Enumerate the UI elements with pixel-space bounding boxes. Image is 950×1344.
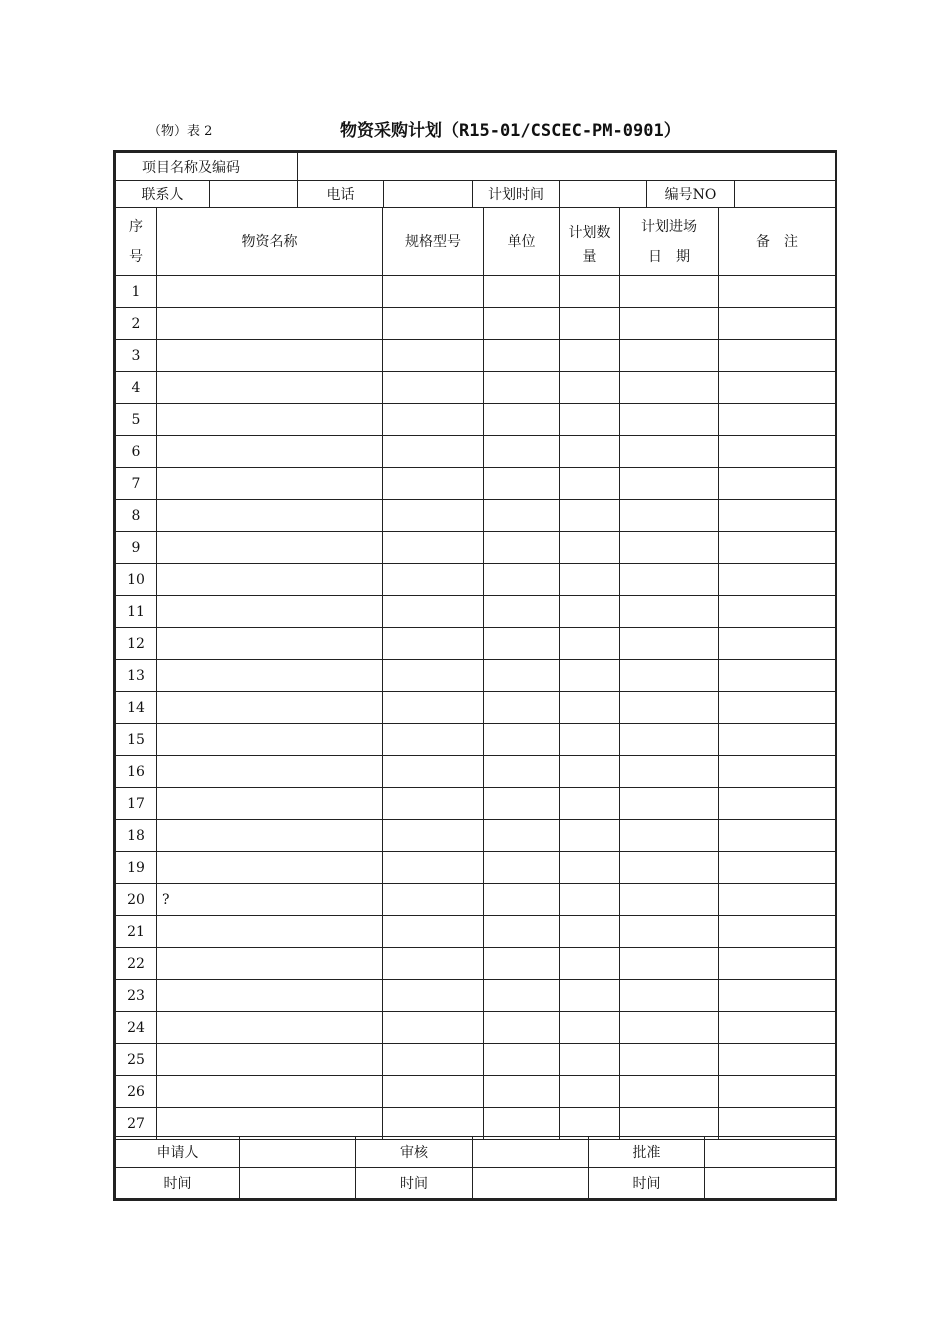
row-unit-cell[interactable] bbox=[484, 628, 560, 660]
row-date-cell[interactable] bbox=[620, 852, 719, 884]
row-spec-cell[interactable] bbox=[383, 1044, 484, 1076]
table-row bbox=[116, 532, 836, 564]
row-date-cell[interactable] bbox=[620, 724, 719, 756]
row-number: 7 bbox=[116, 468, 157, 500]
row-unit-cell[interactable] bbox=[484, 756, 560, 788]
row-spec-cell[interactable] bbox=[383, 276, 484, 308]
row-unit-cell[interactable] bbox=[484, 404, 560, 436]
row-unit-cell[interactable] bbox=[484, 692, 560, 724]
row-qty-cell[interactable] bbox=[560, 404, 620, 436]
row-qty-cell[interactable] bbox=[560, 788, 620, 820]
row-remark-cell[interactable] bbox=[719, 628, 836, 660]
row-date-cell[interactable] bbox=[620, 500, 719, 532]
review-time-field[interactable] bbox=[473, 1168, 589, 1199]
table-row bbox=[116, 308, 836, 340]
row-number: 5 bbox=[116, 404, 157, 436]
row-name-cell[interactable]: ? bbox=[157, 884, 383, 916]
row-spec-cell[interactable] bbox=[383, 692, 484, 724]
applicant-label: 申请人 bbox=[116, 1137, 240, 1168]
row-remark-cell[interactable] bbox=[719, 916, 836, 948]
row-date-cell[interactable] bbox=[620, 468, 719, 500]
row-qty-cell[interactable] bbox=[560, 820, 620, 852]
row-spec-cell[interactable] bbox=[383, 916, 484, 948]
row-number: 18 bbox=[116, 820, 157, 852]
col-seq-line1: 序 bbox=[129, 218, 143, 235]
row-qty-cell[interactable] bbox=[560, 308, 620, 340]
row-remark-cell[interactable] bbox=[719, 532, 836, 564]
row-name-cell[interactable] bbox=[157, 628, 383, 660]
row-date-cell[interactable] bbox=[620, 884, 719, 916]
row-unit-cell[interactable] bbox=[484, 980, 560, 1012]
row-remark-cell[interactable] bbox=[719, 788, 836, 820]
review-label: 审核 bbox=[356, 1137, 473, 1168]
row-name-cell[interactable] bbox=[157, 980, 383, 1012]
number-label: 编号NO bbox=[647, 181, 735, 208]
row-qty-cell[interactable] bbox=[560, 468, 620, 500]
project-label: 项目名称及编码 bbox=[116, 153, 298, 181]
row-unit-cell[interactable] bbox=[484, 340, 560, 372]
row-name-cell[interactable] bbox=[157, 916, 383, 948]
row-name-cell[interactable] bbox=[157, 596, 383, 628]
table-row bbox=[116, 500, 836, 532]
row-date-cell[interactable] bbox=[620, 980, 719, 1012]
row-date-cell[interactable] bbox=[620, 1076, 719, 1108]
row-number: 11 bbox=[116, 596, 157, 628]
row-remark-cell[interactable] bbox=[719, 500, 836, 532]
row-date-cell[interactable] bbox=[620, 308, 719, 340]
row-unit-cell[interactable] bbox=[484, 1044, 560, 1076]
row-name-cell[interactable] bbox=[157, 724, 383, 756]
row-remark-cell[interactable] bbox=[719, 820, 836, 852]
row-name-cell[interactable] bbox=[157, 660, 383, 692]
row-number: 1 bbox=[116, 276, 157, 308]
project-row bbox=[116, 153, 836, 181]
row-spec-cell[interactable] bbox=[383, 468, 484, 500]
applicant-field[interactable] bbox=[240, 1137, 356, 1168]
row-remark-cell[interactable] bbox=[719, 948, 836, 980]
row-number: 4 bbox=[116, 372, 157, 404]
applicant-time-field[interactable] bbox=[240, 1168, 356, 1199]
row-spec-cell[interactable] bbox=[383, 308, 484, 340]
row-qty-cell[interactable] bbox=[560, 1108, 620, 1140]
row-unit-cell[interactable] bbox=[484, 308, 560, 340]
row-spec-cell[interactable] bbox=[383, 1076, 484, 1108]
table-row bbox=[116, 756, 836, 788]
row-number: 27 bbox=[116, 1108, 157, 1140]
row-date-cell[interactable] bbox=[620, 564, 719, 596]
table-row bbox=[116, 372, 836, 404]
row-remark-cell[interactable] bbox=[719, 564, 836, 596]
row-spec-cell[interactable] bbox=[383, 852, 484, 884]
row-name-cell[interactable] bbox=[157, 756, 383, 788]
row-qty-cell[interactable] bbox=[560, 724, 620, 756]
table-row bbox=[116, 596, 836, 628]
row-remark-cell[interactable] bbox=[719, 1076, 836, 1108]
row-qty-cell[interactable] bbox=[560, 660, 620, 692]
table-row bbox=[116, 468, 836, 500]
contact-table bbox=[115, 180, 836, 208]
table-row bbox=[116, 884, 836, 916]
row-qty-cell[interactable] bbox=[560, 564, 620, 596]
signature-table bbox=[115, 1136, 836, 1199]
col-qty-line1: 计划数 bbox=[568, 224, 611, 241]
row-number: 13 bbox=[116, 660, 157, 692]
items-table bbox=[115, 207, 836, 1140]
signature-row bbox=[116, 1137, 836, 1168]
review-time-label: 时间 bbox=[356, 1168, 473, 1199]
table-row bbox=[116, 276, 836, 308]
page-title: 物资采购计划（R15-01/CSCEC-PM-0901） bbox=[340, 121, 681, 141]
row-number: 24 bbox=[116, 1012, 157, 1044]
project-field[interactable] bbox=[298, 153, 836, 181]
approve-time-label: 时间 bbox=[589, 1168, 705, 1199]
row-unit-cell[interactable] bbox=[484, 1012, 560, 1044]
row-date-cell[interactable] bbox=[620, 788, 719, 820]
row-qty-cell[interactable] bbox=[560, 372, 620, 404]
row-number: 15 bbox=[116, 724, 157, 756]
row-number: 6 bbox=[116, 436, 157, 468]
row-date-cell[interactable] bbox=[620, 756, 719, 788]
row-unit-cell[interactable] bbox=[484, 884, 560, 916]
row-number: 8 bbox=[116, 500, 157, 532]
row-unit-cell[interactable] bbox=[484, 916, 560, 948]
row-qty-cell[interactable] bbox=[560, 692, 620, 724]
row-remark-cell[interactable] bbox=[719, 404, 836, 436]
approve-label: 批准 bbox=[589, 1137, 705, 1168]
row-date-cell[interactable] bbox=[620, 660, 719, 692]
row-qty-cell[interactable] bbox=[560, 596, 620, 628]
row-unit-cell[interactable] bbox=[484, 468, 560, 500]
row-date-cell[interactable] bbox=[620, 948, 719, 980]
row-name-cell[interactable] bbox=[157, 404, 383, 436]
phone-label: 电话 bbox=[298, 181, 384, 208]
row-number: 22 bbox=[116, 948, 157, 980]
number-field[interactable] bbox=[735, 181, 836, 208]
row-remark-cell[interactable] bbox=[719, 724, 836, 756]
review-field[interactable] bbox=[473, 1137, 589, 1168]
table-row bbox=[116, 628, 836, 660]
row-date-cell[interactable] bbox=[620, 372, 719, 404]
row-remark-cell[interactable] bbox=[719, 596, 836, 628]
row-remark-cell[interactable] bbox=[719, 340, 836, 372]
time-row bbox=[116, 1168, 836, 1199]
row-spec-cell[interactable] bbox=[383, 884, 484, 916]
row-unit-cell[interactable] bbox=[484, 1108, 560, 1140]
row-remark-cell[interactable] bbox=[719, 308, 836, 340]
row-remark-cell[interactable] bbox=[719, 852, 836, 884]
row-number: 23 bbox=[116, 980, 157, 1012]
row-qty-cell[interactable] bbox=[560, 948, 620, 980]
row-date-cell[interactable] bbox=[620, 916, 719, 948]
col-spec: 规格型号 bbox=[383, 208, 484, 276]
row-name-cell[interactable] bbox=[157, 436, 383, 468]
approve-time-field[interactable] bbox=[705, 1168, 836, 1199]
table-row bbox=[116, 948, 836, 980]
row-spec-cell[interactable] bbox=[383, 564, 484, 596]
row-name-cell[interactable] bbox=[157, 468, 383, 500]
row-qty-cell[interactable] bbox=[560, 1012, 620, 1044]
col-qty-line2: 量 bbox=[582, 248, 597, 265]
row-date-cell[interactable] bbox=[620, 1108, 719, 1140]
row-number: 16 bbox=[116, 756, 157, 788]
row-qty-cell[interactable] bbox=[560, 500, 620, 532]
row-spec-cell[interactable] bbox=[383, 756, 484, 788]
row-spec-cell[interactable] bbox=[383, 820, 484, 852]
row-spec-cell[interactable] bbox=[383, 788, 484, 820]
table-row bbox=[116, 820, 836, 852]
row-unit-cell[interactable] bbox=[484, 852, 560, 884]
row-unit-cell[interactable] bbox=[484, 1076, 560, 1108]
table-row bbox=[116, 1044, 836, 1076]
table-row bbox=[116, 404, 836, 436]
row-spec-cell[interactable] bbox=[383, 500, 484, 532]
col-remark: 备 注 bbox=[719, 208, 836, 276]
row-remark-cell[interactable] bbox=[719, 372, 836, 404]
row-date-cell[interactable] bbox=[620, 532, 719, 564]
row-date-cell[interactable] bbox=[620, 628, 719, 660]
contact-row bbox=[116, 181, 836, 208]
plan-time-field[interactable] bbox=[560, 181, 647, 208]
row-name-cell[interactable] bbox=[157, 948, 383, 980]
row-date-cell[interactable] bbox=[620, 692, 719, 724]
row-remark-cell[interactable] bbox=[719, 436, 836, 468]
table-row bbox=[116, 1108, 836, 1140]
row-name-cell[interactable] bbox=[157, 564, 383, 596]
row-qty-cell[interactable] bbox=[560, 756, 620, 788]
row-name-cell[interactable] bbox=[157, 692, 383, 724]
row-spec-cell[interactable] bbox=[383, 372, 484, 404]
row-unit-cell[interactable] bbox=[484, 436, 560, 468]
table-row bbox=[116, 1076, 836, 1108]
row-number: 20 bbox=[116, 884, 157, 916]
column-header-row bbox=[116, 208, 836, 276]
table-row bbox=[116, 788, 836, 820]
contact-field[interactable] bbox=[210, 181, 298, 208]
row-number: 17 bbox=[116, 788, 157, 820]
row-unit-cell[interactable] bbox=[484, 660, 560, 692]
rows-body bbox=[116, 276, 836, 1140]
row-spec-cell[interactable] bbox=[383, 1108, 484, 1140]
row-unit-cell[interactable] bbox=[484, 372, 560, 404]
row-qty-cell[interactable] bbox=[560, 852, 620, 884]
phone-field[interactable] bbox=[384, 181, 473, 208]
applicant-time-label: 时间 bbox=[116, 1168, 240, 1199]
col-unit: 单位 bbox=[484, 208, 560, 276]
row-name-cell[interactable] bbox=[157, 1076, 383, 1108]
row-date-cell[interactable] bbox=[620, 820, 719, 852]
row-date-cell[interactable] bbox=[620, 436, 719, 468]
row-number: 9 bbox=[116, 532, 157, 564]
col-seq bbox=[116, 208, 157, 276]
row-remark-cell[interactable] bbox=[719, 756, 836, 788]
table-row bbox=[116, 1012, 836, 1044]
header-table bbox=[115, 152, 836, 181]
row-unit-cell[interactable] bbox=[484, 564, 560, 596]
table-row bbox=[116, 692, 836, 724]
row-spec-cell[interactable] bbox=[383, 948, 484, 980]
row-spec-cell[interactable] bbox=[383, 628, 484, 660]
row-qty-cell[interactable] bbox=[560, 884, 620, 916]
row-name-cell[interactable] bbox=[157, 532, 383, 564]
contact-label: 联系人 bbox=[116, 181, 210, 208]
row-name-cell[interactable] bbox=[157, 1012, 383, 1044]
row-qty-cell[interactable] bbox=[560, 1044, 620, 1076]
row-name-cell[interactable] bbox=[157, 276, 383, 308]
row-number: 10 bbox=[116, 564, 157, 596]
row-spec-cell[interactable] bbox=[383, 724, 484, 756]
row-name-cell[interactable] bbox=[157, 852, 383, 884]
row-spec-cell[interactable] bbox=[383, 404, 484, 436]
row-unit-cell[interactable] bbox=[484, 788, 560, 820]
row-number: 25 bbox=[116, 1044, 157, 1076]
row-date-cell[interactable] bbox=[620, 596, 719, 628]
table-row bbox=[116, 564, 836, 596]
col-qty bbox=[560, 208, 620, 276]
plan-time-label: 计划时间 bbox=[473, 181, 560, 208]
table-row bbox=[116, 436, 836, 468]
row-spec-cell[interactable] bbox=[383, 532, 484, 564]
table-row bbox=[116, 916, 836, 948]
col-date-line1: 计划进场 bbox=[641, 218, 697, 235]
row-remark-cell[interactable] bbox=[719, 660, 836, 692]
table-row bbox=[116, 980, 836, 1012]
row-number: 3 bbox=[116, 340, 157, 372]
row-remark-cell[interactable] bbox=[719, 980, 836, 1012]
row-name-cell[interactable] bbox=[157, 820, 383, 852]
row-spec-cell[interactable] bbox=[383, 660, 484, 692]
row-qty-cell[interactable] bbox=[560, 980, 620, 1012]
table-row bbox=[116, 724, 836, 756]
row-spec-cell[interactable] bbox=[383, 980, 484, 1012]
approve-field[interactable] bbox=[705, 1137, 836, 1168]
col-date-line2: 日 期 bbox=[648, 248, 690, 265]
row-name-cell[interactable] bbox=[157, 1044, 383, 1076]
row-spec-cell[interactable] bbox=[383, 1012, 484, 1044]
row-qty-cell[interactable] bbox=[560, 916, 620, 948]
row-date-cell[interactable] bbox=[620, 1012, 719, 1044]
col-seq-line2: 号 bbox=[129, 248, 143, 265]
row-name-cell[interactable] bbox=[157, 372, 383, 404]
row-number: 21 bbox=[116, 916, 157, 948]
table-row bbox=[116, 660, 836, 692]
row-remark-cell[interactable] bbox=[719, 884, 836, 916]
row-spec-cell[interactable] bbox=[383, 340, 484, 372]
form-label: （物）表 2 bbox=[148, 124, 213, 139]
row-date-cell[interactable] bbox=[620, 1044, 719, 1076]
row-unit-cell[interactable] bbox=[484, 532, 560, 564]
row-date-cell[interactable] bbox=[620, 340, 719, 372]
row-name-cell[interactable] bbox=[157, 1108, 383, 1140]
row-remark-cell[interactable] bbox=[719, 1108, 836, 1140]
row-name-cell[interactable] bbox=[157, 308, 383, 340]
row-spec-cell[interactable] bbox=[383, 436, 484, 468]
row-spec-cell[interactable] bbox=[383, 596, 484, 628]
row-qty-cell[interactable] bbox=[560, 1076, 620, 1108]
row-qty-cell[interactable] bbox=[560, 340, 620, 372]
col-name: 物资名称 bbox=[157, 208, 383, 276]
row-qty-cell[interactable] bbox=[560, 276, 620, 308]
row-qty-cell[interactable] bbox=[560, 436, 620, 468]
row-qty-cell[interactable] bbox=[560, 628, 620, 660]
row-qty-cell[interactable] bbox=[560, 532, 620, 564]
row-unit-cell[interactable] bbox=[484, 820, 560, 852]
row-name-cell[interactable] bbox=[157, 500, 383, 532]
row-unit-cell[interactable] bbox=[484, 724, 560, 756]
row-remark-cell[interactable] bbox=[719, 692, 836, 724]
row-unit-cell[interactable] bbox=[484, 276, 560, 308]
row-remark-cell[interactable] bbox=[719, 276, 836, 308]
row-name-cell[interactable] bbox=[157, 788, 383, 820]
row-unit-cell[interactable] bbox=[484, 948, 560, 980]
row-date-cell[interactable] bbox=[620, 404, 719, 436]
row-unit-cell[interactable] bbox=[484, 500, 560, 532]
row-remark-cell[interactable] bbox=[719, 468, 836, 500]
col-date bbox=[620, 208, 719, 276]
row-number: 26 bbox=[116, 1076, 157, 1108]
row-unit-cell[interactable] bbox=[484, 596, 560, 628]
row-number: 19 bbox=[116, 852, 157, 884]
row-remark-cell[interactable] bbox=[719, 1012, 836, 1044]
table-row bbox=[116, 852, 836, 884]
row-name-cell[interactable] bbox=[157, 340, 383, 372]
row-number: 14 bbox=[116, 692, 157, 724]
table-row bbox=[116, 340, 836, 372]
row-number: 2 bbox=[116, 308, 157, 340]
row-number: 12 bbox=[116, 628, 157, 660]
row-remark-cell[interactable] bbox=[719, 1044, 836, 1076]
row-date-cell[interactable] bbox=[620, 276, 719, 308]
